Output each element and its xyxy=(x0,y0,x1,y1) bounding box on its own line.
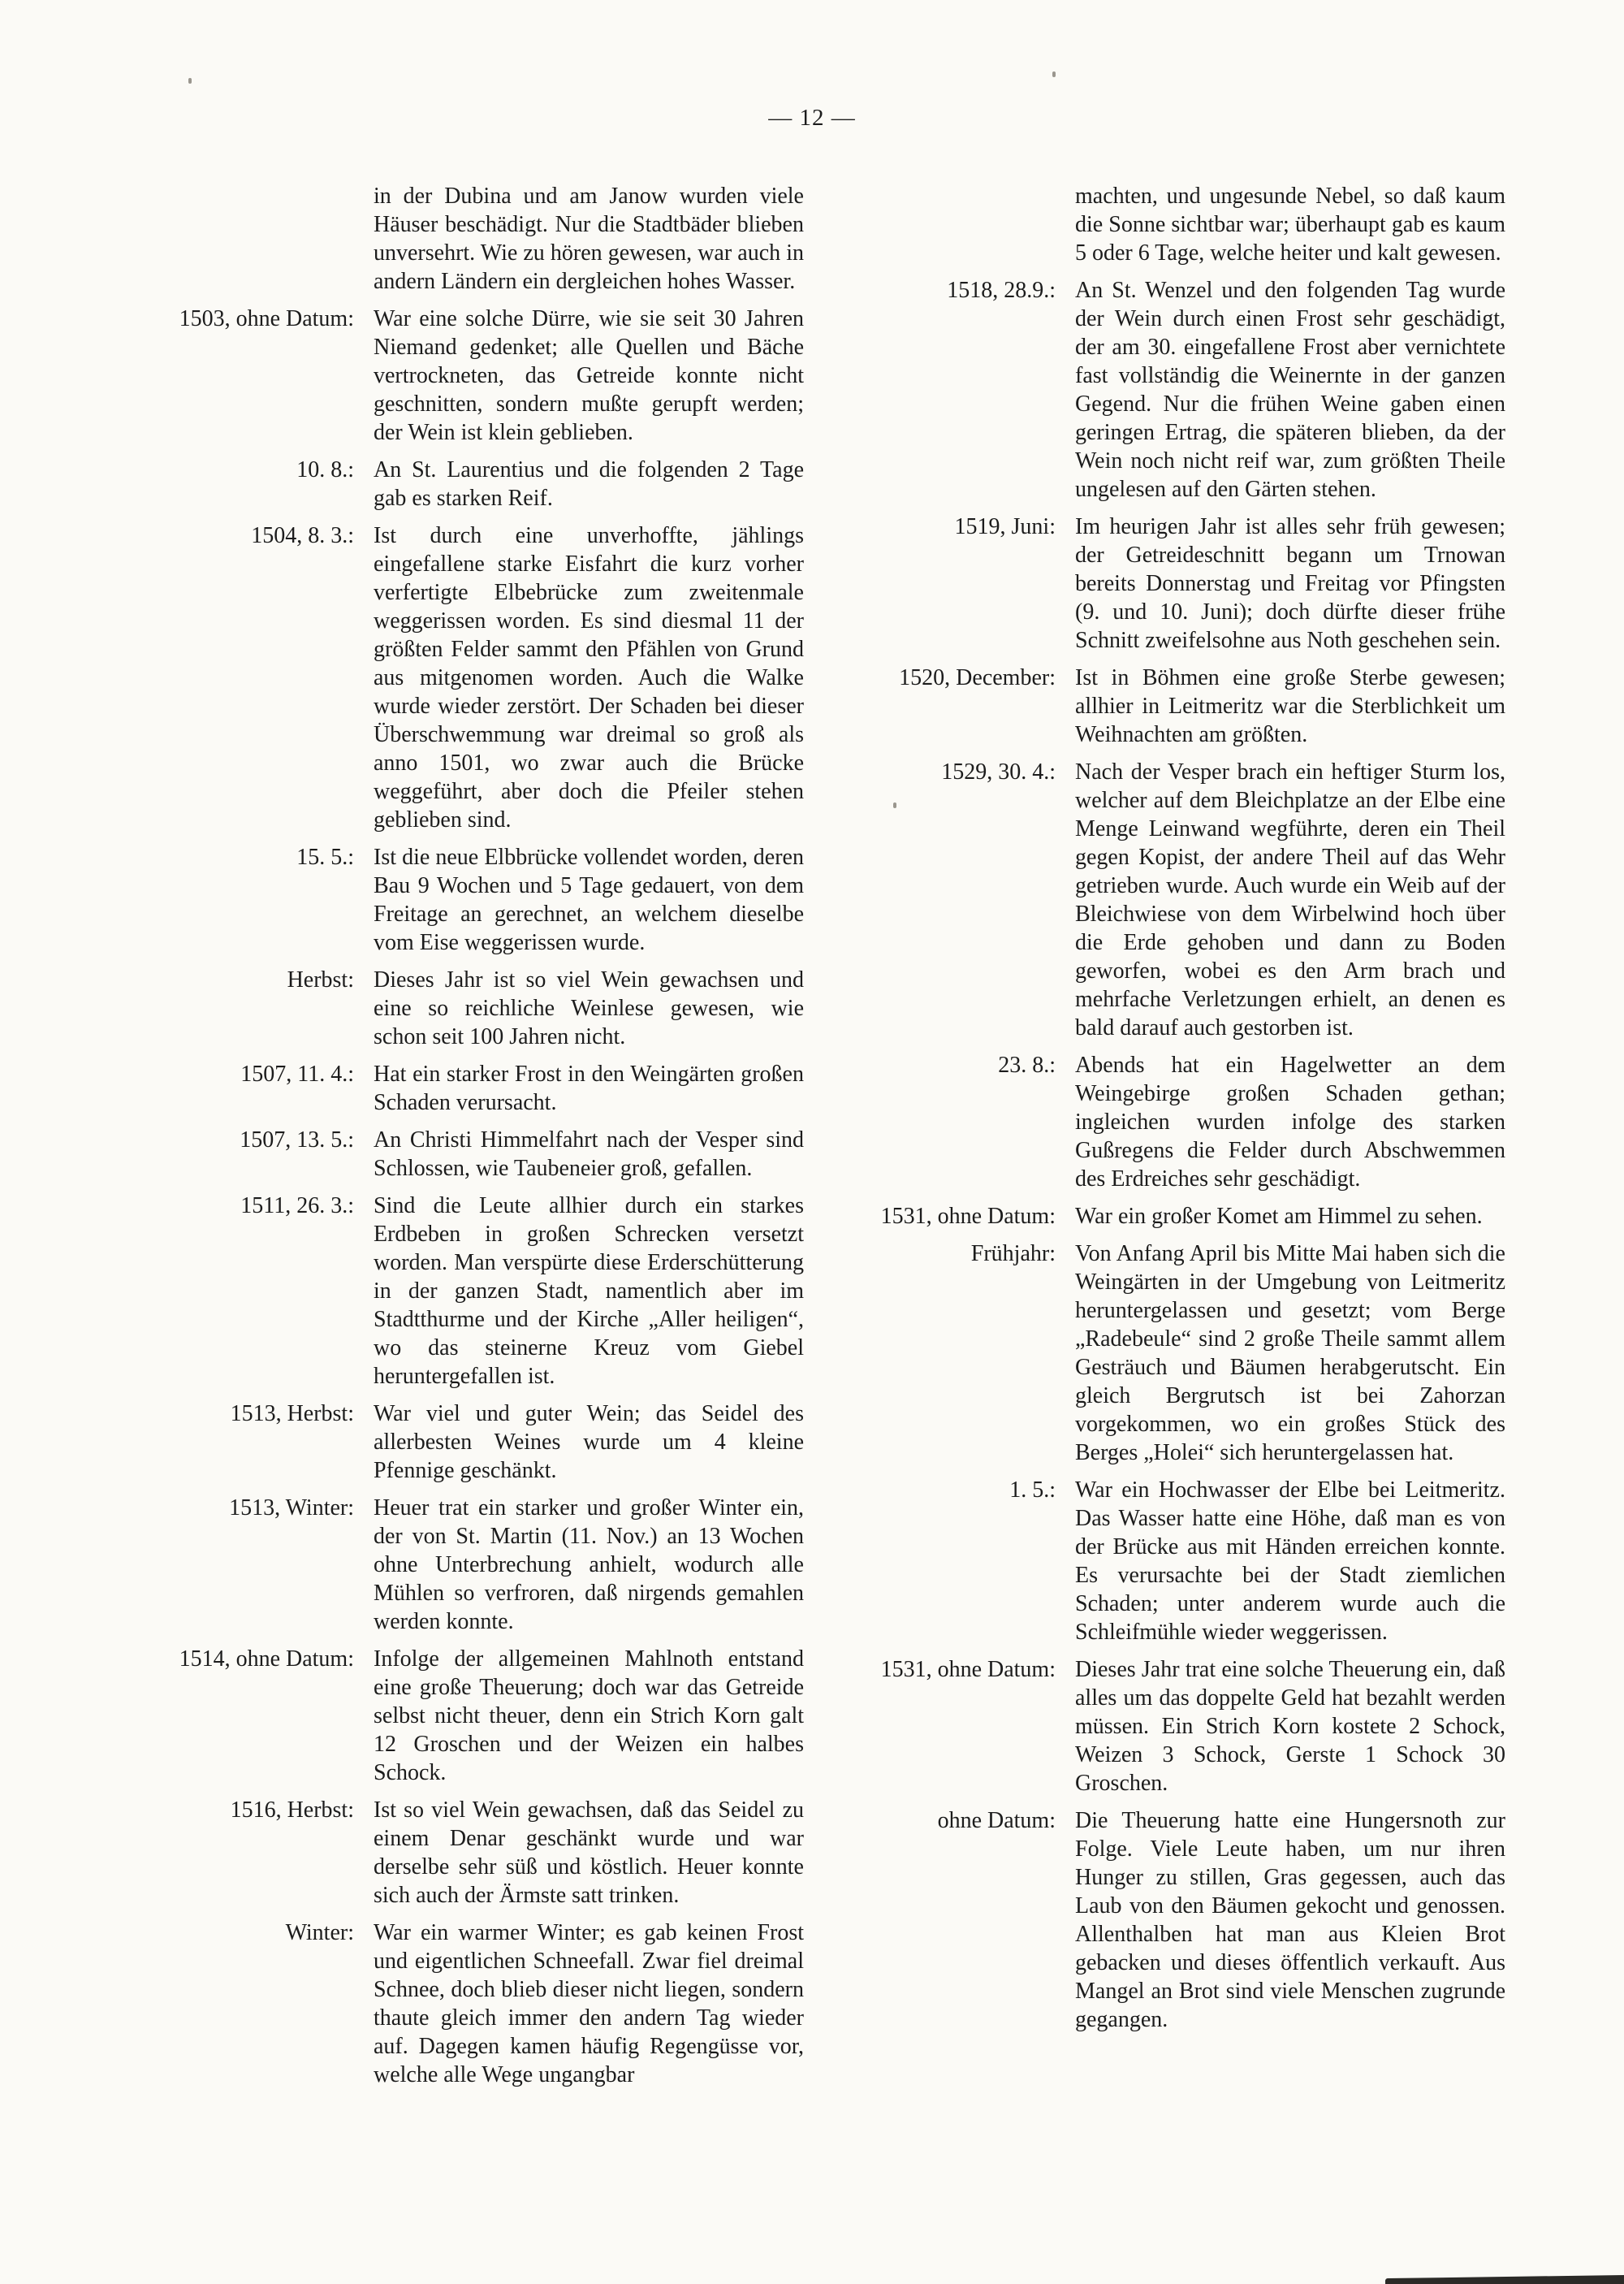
entry-text: War viel und guter Wein; das Seidel des allerbesten Weines wurde um 4 kleine Pfennige geschänkt. xyxy=(374,1401,804,1483)
entry-text: Ist die neue Elbbrücke vollendet worden, deren Bau 9 Wochen und 5 Tage gedauert, von dem Freitage an gerechnet, an welchem dieselbe vom Eise weggerissen wurde. xyxy=(374,845,804,955)
entry-date xyxy=(114,182,354,296)
page-number: — 12 — xyxy=(768,105,856,131)
chronicle-entry xyxy=(815,758,1505,1042)
entry-text: Ist in Böhmen eine große Sterbe gewesen; allhier in Leitmeritz war die Sterblichkeit um Weihnachten am größten. xyxy=(1075,665,1505,747)
entry-date: 1513, Herbst: xyxy=(230,1401,354,1426)
entry-text: An Christi Himmelfahrt nach der Vesper sind Schlossen, wie Taubeneier groß, gefallen. xyxy=(374,1127,804,1181)
chronicle-entry xyxy=(114,521,804,834)
entry-text: Von Anfang April bis Mitte Mai haben sich die Weingärten in der Umgebung von Leitmeritz heruntergelassen und gesetzt; vom Berge „Radebeule“ sind 2 große Theile sammt allem Gesträuch und Bäumen herabgerutscht. Ein gleich Bergrutsch ist bei Zahorzan vorgekommen, wo ein großes Stück des Berges „Holei“ sich heruntergelassen hat. xyxy=(1075,1241,1505,1465)
entry-date: 1513, Winter: xyxy=(229,1495,354,1521)
chronicle-entry xyxy=(815,1051,1505,1193)
scan-speck xyxy=(188,78,192,84)
chronicle-entry xyxy=(114,1494,804,1636)
entry-date: 1516, Herbst: xyxy=(230,1797,354,1823)
entry-text: Dieses Jahr ist so viel Wein gewachsen und eine so reichliche Weinlese gewesen, wie schon seit 100 Jahren nicht. xyxy=(374,967,804,1049)
chronicle-entry xyxy=(114,1399,804,1485)
entry-date: 1503, ohne Datum: xyxy=(179,306,354,331)
entry-date: 1518, 28.9.: xyxy=(947,278,1056,303)
chronicle-entry xyxy=(815,1202,1505,1231)
entry-text: Im heurigen Jahr ist alles sehr früh gewesen; der Getreideschnitt begann um Trnowan bereits Donnerstag und Freitag vor Pfingsten (9. und 10. Juni); doch dürfte dieser frühe Schnitt zweifelsohne aus Noth geschehen sein. xyxy=(1075,514,1505,653)
entry-date: 1507, 11. 4.: xyxy=(240,1062,354,1087)
chronicle-entry xyxy=(114,1645,804,1787)
entry-date: ohne Datum: xyxy=(937,1808,1056,1833)
scan-speck xyxy=(1052,71,1056,77)
entry-text: Hat ein starker Frost in den Weingärten großen Schaden verursacht. xyxy=(374,1062,804,1115)
entry-text: War ein großer Komet am Himmel zu sehen. xyxy=(1075,1204,1483,1229)
entry-date: Herbst: xyxy=(287,967,354,993)
entry-text: Sind die Leute allhier durch ein starkes Erdbeben in großen Schrecken versetzt worden. Man verspürte diese Erderschütterung in der ganzen Stadt, namentlich aber im Stadtthurme und der Kirche „Aller heiligen“, wo das steinerne Kreuz vom Giebel heruntergefallen ist. xyxy=(374,1193,804,1389)
scan-speck xyxy=(893,802,896,808)
entry-text: Ist so viel Wein gewachsen, daß das Seidel zu einem Denar geschänkt wurde und war derselbe sehr süß und köstlich. Heuer konnte sich auch der Ärmste satt trinken. xyxy=(374,1797,804,1908)
chronicle-entry xyxy=(815,276,1505,504)
entry-date: 1520, December: xyxy=(899,665,1056,690)
entry-text: Heuer trat ein starker und großer Winter ein, der von St. Martin (11. Nov.) an 13 Wochen ohne Unterbrechung anhielt, wodurch alle Mühlen so verfroren, daß nirgends gemahlen werden konnte. xyxy=(374,1495,804,1634)
entry-text: in der Dubina und am Janow wurden viele Häuser beschädigt. Nur die Stadtbäder blieben unversehrt. Wie zu hören gewesen, war auch in andern Ländern ein dergleichen hohes Wasser. xyxy=(374,184,804,294)
entry-text: Die Theuerung hatte eine Hungersnoth zur Folge. Viele Leute haben, um nur ihren Hunger zu stillen, Gras gegessen, auch das Laub von den Bäumen gekocht und genossen. Allenthalben hat man aus Kleien Brot gebacken und dieses öffentlich verkauft. Aus Mangel an Brot sind viele Menschen zugrunde gegangen. xyxy=(1075,1808,1505,2032)
entry-date: 1519, Juni: xyxy=(954,514,1056,539)
entry-date: Winter: xyxy=(285,1920,354,1945)
entry-text: An St. Laurentius und die folgenden 2 Tage gab es starken Reif. xyxy=(374,457,804,511)
entry-text: machten, und ungesunde Nebel, so daß kaum die Sonne sichtbar war; überhaupt gab es kaum 5 oder 6 Tage, welche heiter und kalt gewesen. xyxy=(1075,184,1505,266)
entry-text: Ist durch eine unverhoffte, jählings eingefallene starke Eisfahrt die kurz vorher verfertigte Elbebrücke zum zweitenmale weggerissen worden. Es sind diesmal 11 der größten Felder sammt den Pfählen von Grund aus mitgenomen worden. Auch die Walke wurde wieder zerstört. Der Schaden bei dieser Überschwemmung war dreimal so groß als anno 1501, wo zwar auch die Brücke weggeführt, aber doch die Pfeiler stehen geblieben sind. xyxy=(374,523,804,833)
entry-date: 15. 5.: xyxy=(296,845,354,870)
chronicle-entry xyxy=(114,1060,804,1117)
chronicle-entry xyxy=(114,1192,804,1391)
entry-date: 1531, ohne Datum: xyxy=(880,1657,1056,1682)
left-column xyxy=(114,182,804,2098)
chronicle-entry xyxy=(114,182,804,296)
entry-date: 1514, ohne Datum: xyxy=(179,1646,354,1672)
entry-text: War eine solche Dürre, wie sie seit 30 Jahren Niemand gedenket; alle Quellen und Bäche vertrockneten, das Getreide konnte nicht geschnitten, sondern mußte gerupft werden; der Wein ist klein geblieben. xyxy=(374,306,804,445)
entry-date: 1511, 26. 3.: xyxy=(240,1193,354,1218)
chronicle-entry xyxy=(815,513,1505,655)
entry-text: Nach der Vesper brach ein heftiger Sturm los, welcher auf dem Bleichplatze an der Elbe eine Menge Leinwand wegführte, deren ein Theil gegen Kopist, der andere Theil auf das Wehr getrieben wurde. Auch wurde ein Weib auf der Bleichwiese von dem Wirbelwind hoch über die Erde gehoben und dann zu Boden geworfen, wobei es den Arm brach und mehrfache Verletzungen erhielt, an denen es bald darauf auch gestorben ist. xyxy=(1075,759,1505,1040)
entry-date: 1507, 13. 5.: xyxy=(240,1127,354,1153)
entry-date: Frühjahr: xyxy=(970,1241,1056,1266)
chronicle-entry xyxy=(114,1126,804,1183)
right-column xyxy=(815,182,1505,2043)
chronicle-entry xyxy=(815,1239,1505,1467)
chronicle-entry xyxy=(114,966,804,1051)
chronicle-entry xyxy=(114,456,804,513)
entry-date: 10. 8.: xyxy=(296,457,354,482)
entry-date xyxy=(815,182,1056,267)
entry-text: Infolge der allgemeinen Mahlnoth entstand eine große Theuerung; doch war das Getreide selbst nicht theuer, denn ein Strich Korn galt 12 Groschen und der Weizen ein halbes Schock. xyxy=(374,1646,804,1785)
entry-date: 1531, ohne Datum: xyxy=(880,1204,1056,1229)
chronicle-entry xyxy=(114,843,804,957)
chronicle-entry xyxy=(815,182,1505,267)
scan-edge-artifact xyxy=(1385,2275,1624,2284)
chronicle-entry xyxy=(815,1655,1505,1797)
chronicle-entry xyxy=(114,1796,804,1910)
entry-date: 1. 5.: xyxy=(1009,1477,1056,1503)
chronicle-entry xyxy=(815,1806,1505,2034)
chronicle-entry xyxy=(815,664,1505,749)
entry-date: 1504, 8. 3.: xyxy=(251,523,354,548)
chronicle-entry xyxy=(815,1476,1505,1646)
chronicle-entry xyxy=(114,1918,804,2089)
entry-text: War ein warmer Winter; es gab keinen Frost und eigentlichen Schneefall. Zwar fiel dreimal Schnee, doch blieb dieser nicht liegen, sondern thaute gleich immer den andern Tag wieder auf. Dagegen kamen häufig Regengüsse vor, welche alle Wege ungangbar xyxy=(374,1920,804,2087)
entry-text: Abends hat ein Hagelwetter an dem Weingebirge großen Schaden gethan; ingleichen wurden infolge des starken Gußregens die Felder durch Abschwemmen des Erdreiches sehr geschädigt. xyxy=(1075,1053,1505,1192)
entry-date: 23. 8.: xyxy=(998,1053,1056,1078)
entry-date: 1529, 30. 4.: xyxy=(941,759,1056,785)
entry-text: Dieses Jahr trat eine solche Theuerung ein, daß alles um das doppelte Geld hat bezahlt werden müssen. Ein Strich Korn kostete 2 Schock, Weizen 3 Schock, Gerste 1 Schock 30 Groschen. xyxy=(1075,1657,1505,1796)
entry-text: War ein Hochwasser der Elbe bei Leitmeritz. Das Wasser hatte eine Höhe, daß man es von der Brücke aus mit Händen erreichen konnte. Es verursachte bei der Stadt ziemlichen Schaden; unter anderem wurde auch die Schleifmühle wieder weggerissen. xyxy=(1075,1477,1505,1645)
chronicle-entry xyxy=(114,305,804,447)
entry-text: An St. Wenzel und den folgenden Tag wurde der Wein durch einen Frost sehr geschädigt, der am 30. eingefallene Frost aber vernichtete fast vollständig die Weinernte in der ganzen Gegend. Nur die frühen Weine gaben einen geringen Ertrag, die späteren blieben, da der Wein noch nicht reif war, zum größten Theile ungelesen auf den Gärten stehen. xyxy=(1075,278,1505,502)
